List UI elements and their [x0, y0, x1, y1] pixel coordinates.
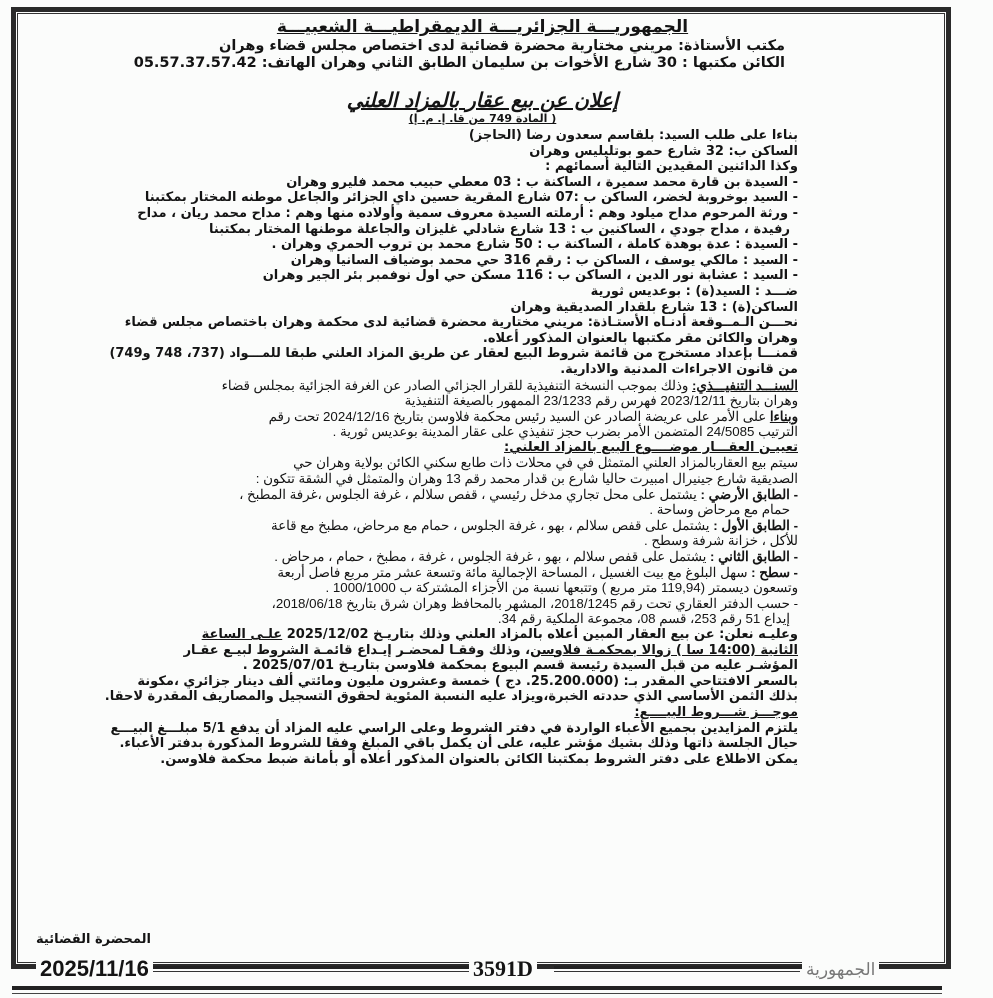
creditor-item: - السيدة بن قارة محمد سميرة ، الساكنة ب : 03 معطي حبيب محمد فليرو وهران: [286, 174, 798, 190]
announcement-title: إعلان عن بيع عقار بالمزاد العلني: [346, 88, 619, 112]
sale-announcement: [30, 627, 798, 643]
debtor-line: ضـــد : السيد(ة) : بوعديس ثورية: [590, 283, 798, 299]
first-floor-text: يشتمل على قفص سلالم ، بهو ، غرفة الجلوس ، حمام مع مرحاض، مطبخ مع قاعة: [271, 517, 714, 533]
property-desc-cont: الصديقية شارع جينيرال امبيرت حاليا شارع بن قدار محمد رقم 13 وهران والمتمثل في الشقة تتكون :: [255, 471, 798, 487]
creditor-item: - السيد : عشابة نور الدين ، الساكن ب : 116 مسكن حي اول نوفمبر بئر الجير وهران: [262, 268, 798, 284]
bottom-rule: [12, 986, 942, 990]
second-floor-label: - الطابق الثاني :: [709, 549, 798, 565]
bottom-rule: [12, 993, 942, 994]
announcement-body: [30, 128, 935, 767]
executive-title-text: وذلك بموجب النسخة التنفيذية للقرار الجزائي الصادر عن الغرفة الجزائية بمجلس قضاء: [221, 377, 692, 393]
registry-line: - حسب الدفتر العقاري تحت رقم 2018/1245، المشهر بالمحافظ وهران شرق بتاريخ 2018/06/18،: [271, 595, 798, 611]
sale-venue-text: ، وذلك وفقـا لمحضـر إيـداع قائمـة الشروط لبيـع عقـار: [183, 642, 531, 658]
footer-rule: [134, 971, 469, 972]
order-line: [30, 409, 798, 425]
first-floor-line: [30, 518, 798, 534]
first-floor-label: - الطابق الأول :: [713, 517, 798, 533]
bailiff-statement: نحـــن الـمــوقعة أدنـاه الأستـاذة: مريني مختارية محضرة قضائية لدى محكمة وهران باختصاص مجلس قضاء: [124, 315, 798, 331]
creditor-item: - ورثة المرحوم مداح ميلود وهم : أرملته السيدة معروف سمية وأولاده منها وهم : مداح محمد ريان ، مداح: [137, 205, 798, 221]
creditor-item: - السيدة : عدة بوهدة كاملة ، الساكنة ب : 50 شارع محمد بن تروب الحمري وهران .: [271, 237, 798, 253]
roof-text: سهل البلوغ مع بيت الغسيل ، المساحة الإجمالية مائة وتسعة عشر متر مربع فاصل أربعة: [277, 564, 752, 580]
requester-line: بناءا على طلب السيد: بلقاسم سعدون رضا (الحاجز): [468, 128, 798, 143]
creditor-item: - السيد : مالكي يوسف ، الساكن ب : رقم 316 حي محمد بوضياف السانيا وهران: [290, 252, 798, 268]
roof-label: - سطح :: [751, 564, 798, 580]
first-floor-cont: للأكل ، خزانة شرفة وسطح .: [644, 533, 798, 549]
executive-title-cont: وهران بتاريخ 2023/12/11 فهرس رقم 23/1233 الممهور بالصيغة التنفيذية: [404, 393, 798, 409]
executive-title-label: السنـــد التنفيـــذي:: [692, 377, 798, 393]
requester-address: الساكن ب: 32 شارع حمو بوتليليس وهران: [529, 143, 798, 159]
ground-floor-text: يشتمل على محل تجاري مدخل رئيسي ، قفص سلالم ، غرفة الجلوس ،غرفة المطبخ ،: [239, 486, 701, 502]
office-line: مكتب الأستاذة: مريني مختارية محضرة قضائية لدى اختصاص مجلس قضاء وهران: [218, 38, 785, 54]
property-heading: تعييـن العقـــار موضــــوع البيع بالمزاد العلني:: [504, 439, 798, 455]
ground-floor-cont: حمام مع مرحاض وساحة .: [649, 502, 790, 518]
condition-line: حيال الجلسة ذاتها وذلك بشيك مؤشر عليه، على أن يكمل باقي المبلغ وفقا للشروط المذكورة بدفتر الأعباء.: [119, 736, 798, 752]
preparation-statement-cont: من قانون الاجراءات المدنية والادارية.: [560, 361, 798, 377]
sale-announcement-text: وعليـه نعلن: عن بيع العقار المبين أعلاه بالمزاد العلني وذلك بتاريـخ 2025/12/02: [282, 627, 798, 642]
sale-time-label: علـى الساعة: [201, 627, 283, 642]
opening-price: بالسعر الافتتاحي المقدر بـ: (25.200.000. دج ) خمسة وعشرون مليون ومائتي ألف دينار جزائري ،مكونة: [137, 673, 798, 689]
conditions-heading: موجـــز شـــروط البيــــع:: [634, 704, 798, 720]
second-floor-text: يشتمل على قفص سلالم ، بهو ، غرفة الجلوس ، غرفة ، مطبخ ، حمام ، مرحاض .: [274, 549, 710, 565]
creditor-item: - السيد بوخروبة لخضر، الساكن ب :07 شارع المقرية حسين داي الجزائر والجاعل موطنه المختار بمكتبنا: [144, 190, 798, 206]
order-label: وبناءا: [769, 408, 798, 424]
property-desc: سيتم بيع العقاربالمزاد العلني المتمثل في في محلات ذات طابع سكني الكائن بولاية وهران حي: [293, 455, 798, 471]
announcement: [30, 14, 935, 767]
debtor-address: الساكن(ة) : 13 شارع بلقدار الصديقية وهران: [510, 299, 798, 315]
footer: [14, 956, 954, 986]
condition-line: يلتزم المزايدين بجميع الأعباء الواردة في دفتر الشروط وعلى الراسي عليه المزاد أن يدفع 5/1 مبلـــغ البيـــع: [110, 720, 798, 736]
creditor-item-cont: رفيدة ، مداح جودي ، الساكنين ب : 13 شارع شادلي غليزان والجاعلة موطنها المختار بمكتبنا: [209, 221, 790, 237]
ad-code: 3591D: [469, 956, 537, 982]
footer-rule: [554, 966, 800, 969]
sale-venue-line: [30, 643, 798, 659]
footer-rule: [134, 966, 469, 969]
second-floor-line: [30, 549, 798, 565]
executive-title-line: [30, 378, 798, 394]
roof-cont: وتسعون ديسمتر (119,94 متر مربع ) وتتبعها نسبة من الأجزاء المشتركة ب 1000/1000 .: [325, 580, 798, 596]
newspaper-logo: الجمهورية: [802, 960, 879, 980]
sale-venue: الثانية (14:00 سا ) زوالا بمحكمـة فلاوسن: [530, 642, 798, 658]
sale-approval: المؤشـر عليه من قبل السيدة رئيسة قسم البيوع بمحكمة فلاوسن بتاريـخ 2025/07/01 .: [242, 658, 798, 674]
opening-price-cont: بذلك الثمن الأساسي الذي حددته الخبرة،ويزاد عليه النسبة المئوية لحقوق التسجيل والمصاريف المقدرة لاحقا.: [104, 689, 798, 705]
preparation-statement: قمنـــا بإعداد مستخرج من قائمة شروط البيع لعقار عن طريق المزاد العلني طبقا للمـــواد (737، 748 و749): [109, 346, 798, 362]
footer-rule: [554, 971, 800, 972]
bailiff-statement-cont: وهران والكائن مقر مكتبها بالعنوان المذكور أعلاه.: [482, 330, 798, 346]
address-line: الكائن مكتبها : 30 شارع الأخوات بن سليمان الطابق الثاني وهران الهاتف: 05.57.37.57.42: [133, 55, 785, 71]
ground-floor-label: - الطابق الأرضي :: [700, 486, 798, 502]
creditors-intro: وكذا الدائنين المقيدين التالية أسمائهم :: [545, 159, 798, 175]
roof-line: [30, 565, 798, 581]
registry-cont: إيداع 51 رقم 253، قسم 08، مجموعة الملكية رقم 34.: [497, 611, 790, 627]
publication-date: 2025/11/16: [36, 956, 153, 982]
signature: المحضرة القضائية: [36, 932, 151, 947]
condition-line: يمكن الاطلاع على دفتر الشروط بمكتبنا الكائن بالعنوان المذكور أعلاه أو بأمانة ضبط محكمة فلاوسن.: [160, 751, 798, 767]
ground-floor-line: [30, 487, 798, 503]
announcement-subtitle: ( المادة 749 من قا. إ. م. إ): [408, 112, 557, 125]
republic-heading: الجمهوريـــة الجزائريـــة الديمقراطيـــة الشعبيـــة: [276, 17, 689, 37]
order-text: على الأمر على عريضة الصادر عن السيد رئيس محكمة فلاوسن بتاريخ 2024/12/16 تحت رقم: [268, 408, 770, 424]
order-cont: الترتيب 24/5085 المتضمن الأمر بضرب حجز تنفيذي على عقار المدينة بوعديس ثورية .: [332, 424, 798, 440]
